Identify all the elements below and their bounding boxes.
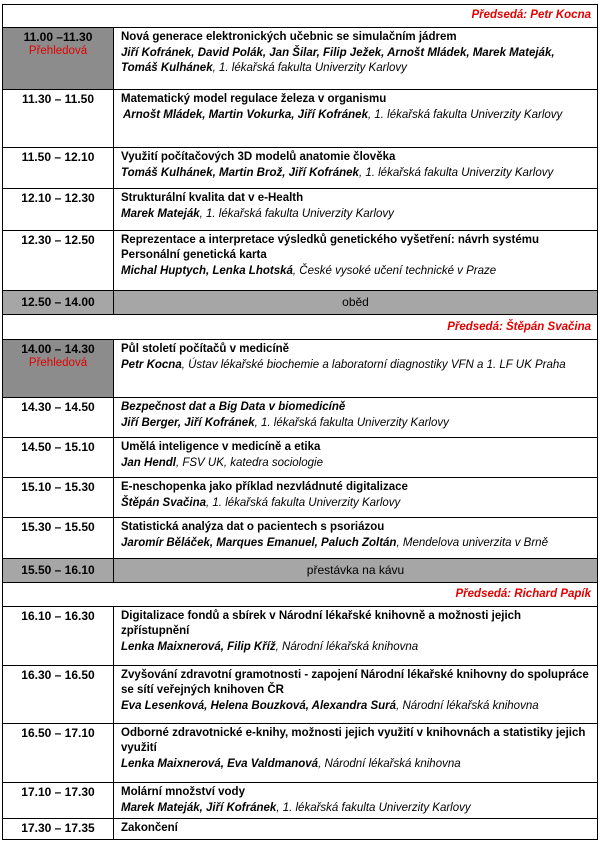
session-chair: Předsedá: Petr Kocna [2,4,598,27]
talk-title: Molární množství vody [121,786,245,798]
schedule-row [2,477,598,517]
talk-authors: Eva Lesenková, Helena Bouzková, Alexandra Surá, Národní lékařská knihovna [121,700,539,712]
talk-title: E-neschopenka jako příklad nezvládnuté digitalizace [121,481,408,493]
talk-cell [114,90,597,147]
talk-title: Strukturální kvalita dat v e-Health [121,192,304,204]
schedule-row [2,818,598,840]
schedule-row [2,230,598,290]
talk-authors: Tomáš Kulhánek, Martin Brož, Jiří Kofránek, 1. lékařská fakulta Univerzity Karlovy [121,167,554,179]
break-time: 15.50 – 16.10 [3,559,114,582]
talk-cell [114,724,597,782]
schedule-row [2,723,598,782]
talk-title: Statistická analýza dat o pacientech s psoriázou [121,521,385,533]
talk-title: Zakončení [121,822,178,834]
talk-authors: Jan Hendl, FSV UK, katedra sociologie [121,457,323,469]
talk-cell [114,28,597,89]
talk-authors: Jaromír Běláček, Marques Emanuel, Paluch Zoltán, Mendelova univerzita v Brně [121,537,548,549]
talk-authors: Jiří Berger, Jiří Kofránek, 1. lékařská fakulta Univerzity Karlovy [121,417,449,429]
talk-authors: Marek Mateják, 1. lékařská fakulta Univerzity Karlovy [121,208,394,220]
talk-cell [114,189,597,230]
time-cell: 16.30 – 16.50 [3,666,114,723]
time-cell: 12.10 – 12.30 [3,189,114,230]
schedule-row [2,665,598,723]
schedule-row [2,188,598,230]
time-cell: 17.10 – 17.30 [3,783,114,818]
talk-cell [114,666,597,723]
time-cell: 11.30 – 11.50 [3,90,114,147]
schedule-row [2,397,598,437]
talk-cell [114,783,597,818]
break-row [2,290,598,314]
talk-authors: Štěpán Svačina, 1. lékařská fakulta Univerzity Karlovy [121,497,401,509]
time-cell: 14.30 – 14.50 [3,398,114,437]
time-cell: 14.00 – 14.30 Přehledová [3,340,114,397]
talk-authors: Marek Mateják, Jiří Kofránek, 1. lékařská fakulta Univerzity Karlovy [121,802,471,814]
time-cell: 17.30 – 17.35 [3,819,114,839]
schedule-row [2,782,598,818]
break-row [2,558,598,582]
talk-cell [114,438,597,477]
talk-title: Bezpečnost dat a Big Data v biomedicíně [121,401,346,413]
break-label: oběd [342,295,369,309]
talk-title: Matematický model regulace železa v organismu [121,93,387,105]
schedule-row [2,339,598,397]
time-cell: 14.50 – 15.10 [3,438,114,477]
talk-authors: Jiří Kofránek, David Polák, Jan Šilar, Filip Ježek, Arnošt Mládek, Marek Mateják, Tomáš Kulhánek, 1. lékařská fakulta Univerzity Karlovy [121,47,555,74]
talk-title: Půl století počítačů v medicíně [121,343,290,355]
schedule-row [2,517,598,558]
talk-authors: Arnošt Mládek, Martin Vokurka, Jiří Kofránek, 1. lékařská fakulta Univerzity Karlovy [123,109,563,121]
schedule-row [2,606,598,665]
session-chair: Předsedá: Richard Papík [2,582,598,606]
talk-title: Využití počítačových 3D modelů anatomie člověka [121,151,396,163]
schedule-row [2,147,598,188]
talk-cell [114,819,597,839]
time-cell: 16.50 – 17.10 [3,724,114,782]
talk-title: Digitalizace fondů a sbírek v Národní lékařské knihovně a možnosti jejich zpřístupnění [121,610,522,637]
schedule-row [2,89,598,147]
break-time: 12.50 – 14.00 [3,291,114,314]
talk-authors: Petr Kocna, Ústav lékařské biochemie a laboratorní diagnostiky VFN a 1. LF UK Praha [121,359,566,371]
talk-authors: Lenka Maixnerová, Eva Valdmanová, Národní lékařská knihovna [121,758,461,770]
talk-authors: Lenka Maixnerová, Filip Kříž, Národní lékařská knihovna [121,641,419,653]
break-label: přestávka na kávu [306,563,405,577]
talk-authors: Michal Huptych, Lenka Lhotská, České vysoké učení technické v Praze [121,265,497,277]
time-cell: 15.10 – 15.30 [3,478,114,517]
time-cell: 12.30 – 12.50 [3,231,114,290]
talk-cell [114,607,597,665]
talk-cell [114,340,597,397]
talk-cell [114,148,597,188]
time-cell: 15.30 – 15.50 [3,518,114,558]
schedule-row [2,437,598,477]
talk-title: Zvyšování zdravotní gramotnosti - zapojení Národní lékařské knihovny do spolupráce se sítí veřejných knihoven ČR [121,669,589,696]
session-chair: Předsedá: Štěpán Svačina [2,314,598,339]
time-cell: 11.00 –11.30 Přehledová [3,28,114,89]
time-cell: 11.50 – 12.10 [3,148,114,188]
time-cell: 16.10 – 16.30 [3,607,114,665]
talk-title: Nová generace elektronických učebnic se simulačním jádrem [121,31,457,43]
talk-title: Reprezentace a interpretace výsledků genetického vyšetření: návrh systému Personální genetická karta [121,234,540,261]
talk-title: Umělá inteligence v medicíně a etika [121,441,321,453]
talk-cell [114,518,597,558]
schedule-row [2,27,598,89]
talk-title: Odborné zdravotnické e-knihy, možnosti jejich využití v knihovnách a statistiky jejich využití [121,727,586,754]
talk-cell [114,231,597,290]
talk-cell [114,398,597,437]
talk-cell [114,478,597,517]
